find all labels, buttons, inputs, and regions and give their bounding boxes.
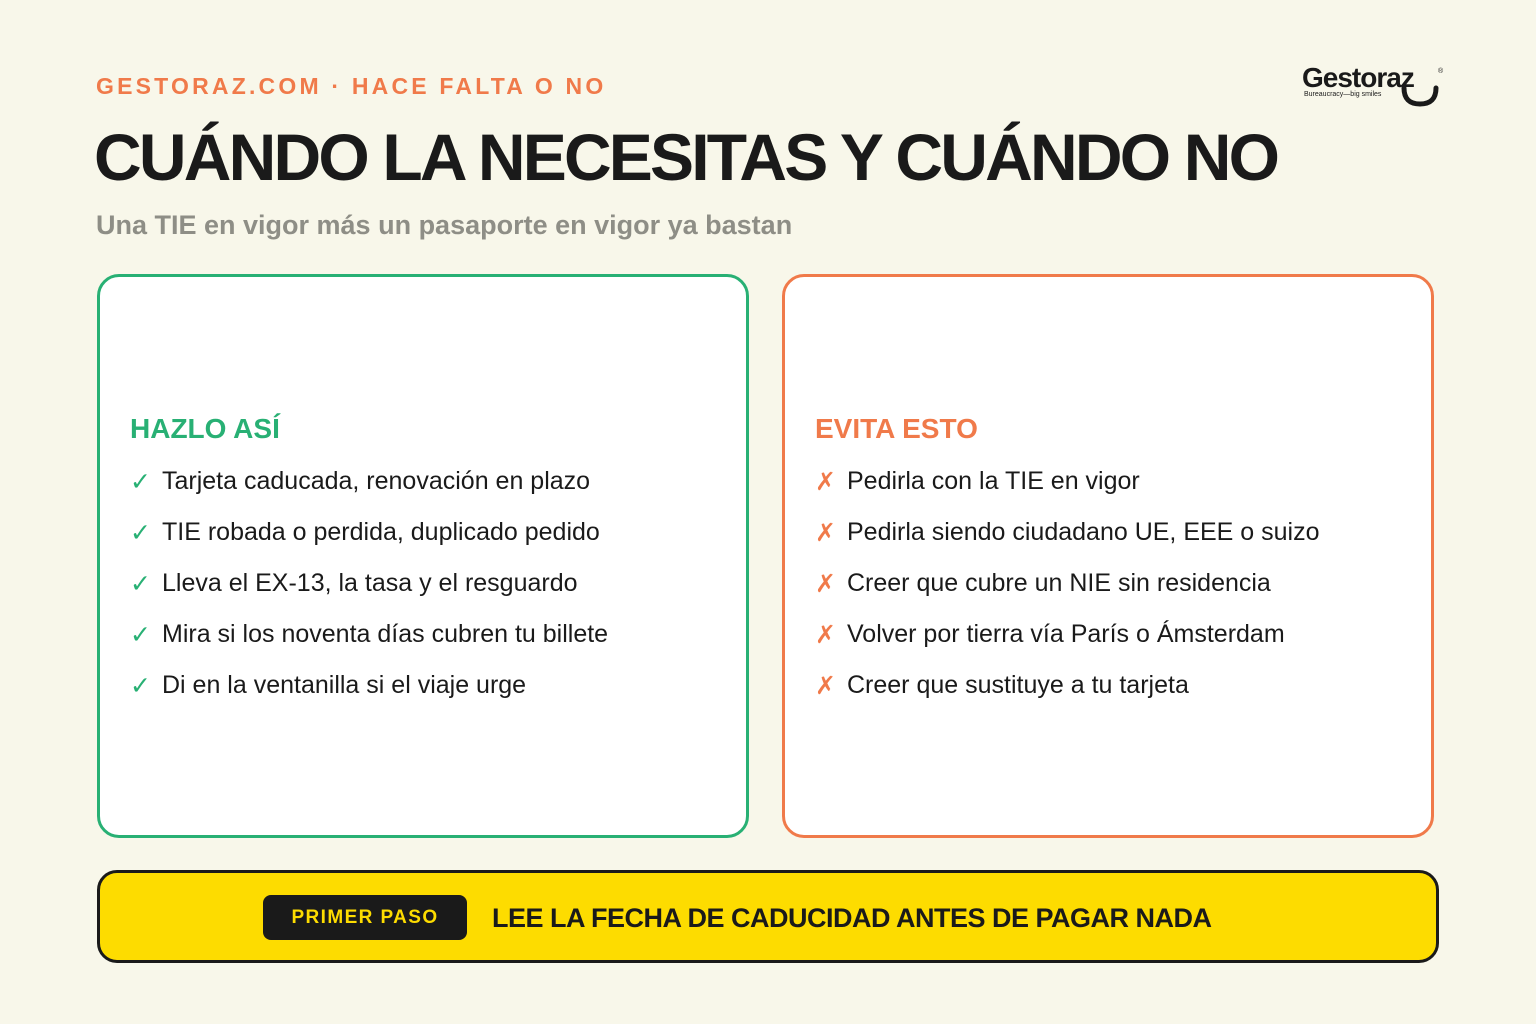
logo-tagline: Bureaucracy—big smiles <box>1304 91 1382 98</box>
list-item: ✓ TIE robada o perdida, duplicado pedido <box>130 518 600 547</box>
page-title: CUÁNDO LA NECESITAS Y CUÁNDO NO <box>94 120 1278 194</box>
list-item: ✓ Tarjeta caducada, renovación en plazo <box>130 467 591 496</box>
check-icon: ✓ <box>130 519 151 547</box>
gestoraz-logo <box>1300 62 1450 110</box>
list-item: ✗ Volver por tierra vía París o Ámsterdam <box>815 620 1285 649</box>
smile-icon <box>1400 84 1440 108</box>
logo-wordmark: Gestoraz <box>1302 62 1414 93</box>
list-item: ✓ Mira si los noventa días cubren tu billete <box>130 620 609 649</box>
check-icon: ✓ <box>130 672 151 700</box>
check-icon: ✓ <box>130 468 151 496</box>
cross-icon: ✗ <box>815 621 836 649</box>
first-step-text: LEE LA FECHA DE CADUCIDAD ANTES DE PAGAR NADA <box>492 903 1212 933</box>
list-item: ✗ Creer que sustituye a tu tarjeta <box>815 671 1189 700</box>
cross-icon: ✗ <box>815 672 836 700</box>
do-list <box>130 467 608 722</box>
dont-card <box>782 274 1434 838</box>
cross-icon: ✗ <box>815 519 836 547</box>
list-item: ✗ Pedirla siendo ciudadano UE, EEE o suizo <box>815 518 1320 547</box>
list-item: ✗ Creer que cubre un NIE sin residencia <box>815 569 1271 598</box>
check-icon: ✓ <box>130 621 151 649</box>
logo-registered-mark: ® <box>1438 68 1444 75</box>
page-subtitle: Una TIE en vigor más un pasaporte en vigor ya bastan <box>96 210 793 240</box>
check-icon: ✓ <box>130 570 151 598</box>
dont-list <box>815 467 1320 722</box>
list-item: ✓ Di en la ventanilla si el viaje urge <box>130 671 527 700</box>
list-item: ✓ Lleva el EX-13, la tasa y el resguardo <box>130 569 578 598</box>
eyebrow: GESTORAZ.COM · HACE FALTA O NO <box>96 73 607 99</box>
list-item: ✗ Pedirla con la TIE en vigor <box>815 467 1140 496</box>
do-card-title: HAZLO ASÍ <box>130 413 280 444</box>
cross-icon: ✗ <box>815 570 836 598</box>
first-step-banner <box>97 870 1439 963</box>
first-step-badge: PRIMER PASO <box>263 895 467 940</box>
do-card <box>97 274 749 838</box>
dont-card-title: EVITA ESTO <box>815 413 978 444</box>
cross-icon: ✗ <box>815 468 836 496</box>
